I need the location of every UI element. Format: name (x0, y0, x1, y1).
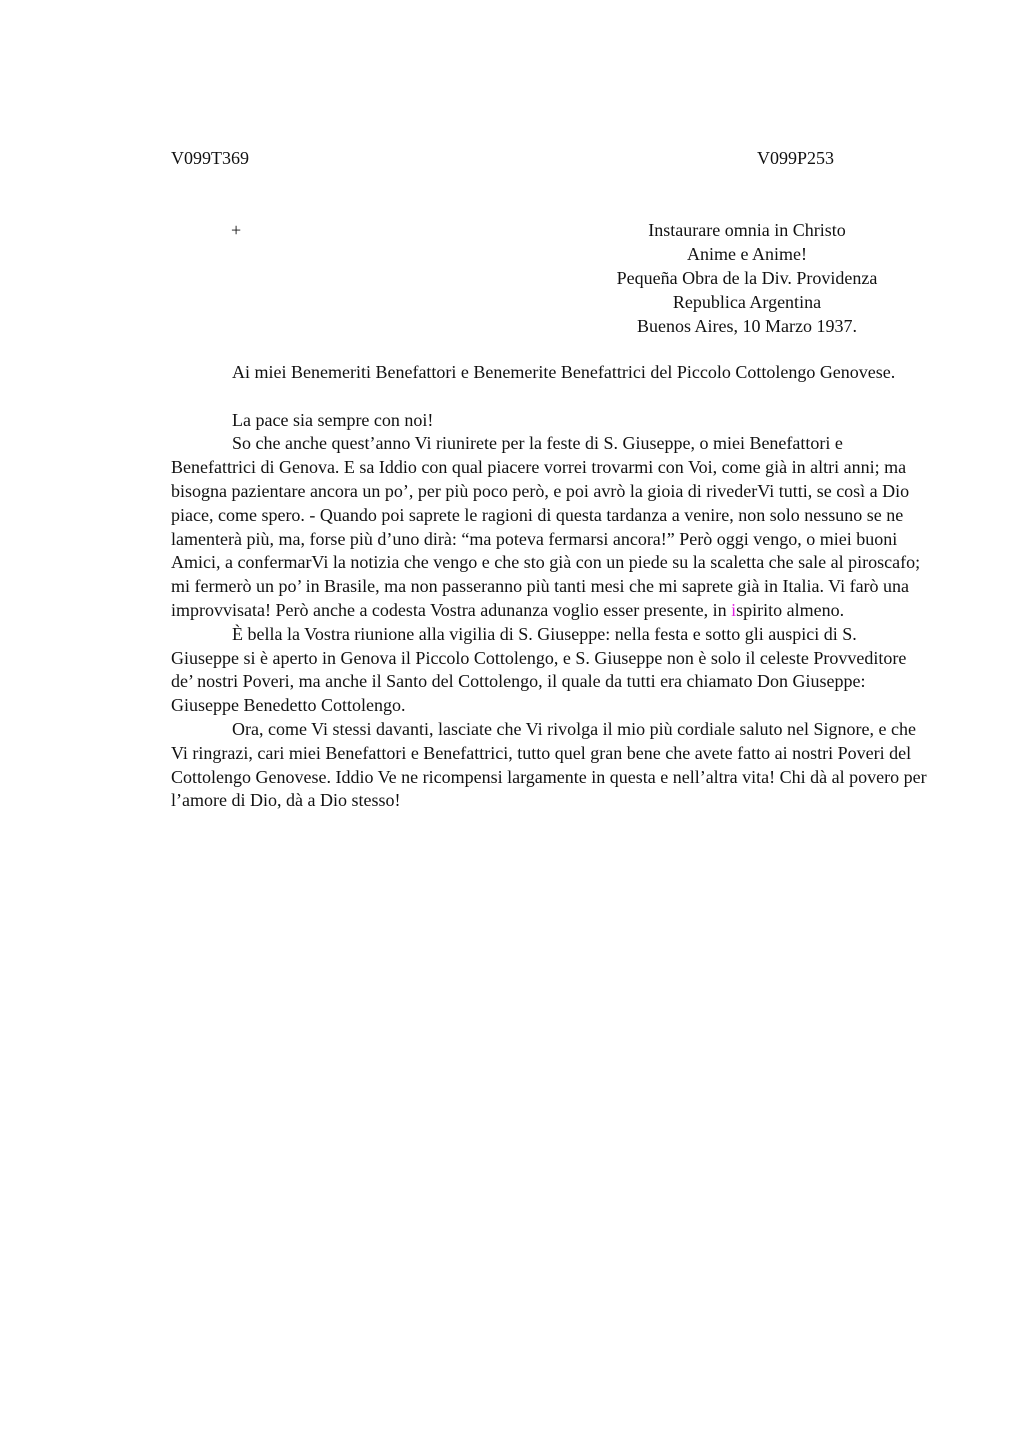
document-code-left: V099T369 (171, 148, 249, 168)
paragraph-1-text: So che anche quest’anno Vi riunirete per la feste di S. Giuseppe, o miei Benefattori e Benefattrici di Genova. E sa Iddio con qual piacere vorrei trovarmi con Voi, come già in altri anni; ma bisogna pazientare ancora un po’, per più poco però, e poi avrò la gioia di rivederVi tutti, se così a Dio piace, come spero. - Quando poi saprete le ragioni di questa tardanza a venire, non solo nessuno se ne lamenterà più, ma, forse più d’uno dirà: “ma poteva fermarsi ancora!” Però oggi vengo, o miei buoni Amici, a confermarVi la notizia che vengo e che sto già con un piede su la scaletta che sale al piroscafo; mi fermerò un po’ in Brasile, ma non passeranno più tanti mesi che mi saprete già in Italia. Vi farò una improvvisata! Però anche a codesta Vostra adunanza voglio esser presente, in (171, 433, 921, 620)
paragraph-1-tail: spirito almeno. (736, 599, 845, 620)
letter-heading (588, 218, 906, 338)
letter-greeting: La pace sia sempre con noi! (232, 409, 434, 430)
letter-paragraph-3: Ora, come Vi stessi davanti, lasciate che Vi rivolga il mio più cordiale saluto nel Signore, e che Vi ringrazi, cari miei Benefattori e Benefattrici, tutto quel gran bene che avete fatto ai nostri Poveri del Cottolengo Genovese. Iddio Ve ne ricompensi largamente in questa e nell’altra vita! Chi dà al povero per l’amore di Dio, dà a Dio stesso! (171, 718, 927, 811)
heading-organization: Pequeña Obra de la Div. Providenza (616, 268, 878, 288)
heading-slogan: Anime e Anime! (687, 244, 807, 264)
cross-symbol: + (231, 220, 242, 240)
letter-paragraph-2: È bella la Vostra riunione alla vigilia di S. Giuseppe: nella festa e sotto gli auspici di S. Giuseppe si è aperto in Genova il Piccolo Cottolengo, e S. Giuseppe non è solo il celeste Provveditore de’ nostri Poveri, ma anche il Santo del Cottolengo, il quale da tutti era chiamato Don Giuseppe: Giuseppe Benedetto Cottolengo. (171, 623, 907, 716)
letter-address: Ai miei Benemeriti Benefattori e Benemerite Benefattrici del Piccolo Cottolengo Genovese. (232, 362, 896, 382)
letter-paragraph-1 (171, 432, 928, 622)
letter-body (171, 361, 928, 813)
document-code-right: V099P253 (757, 148, 835, 168)
heading-place-date: Buenos Aires, 10 Marzo 1937. (637, 316, 857, 336)
highlighted-letter: i (731, 599, 737, 620)
heading-country: Republica Argentina (672, 292, 822, 312)
heading-motto: Instaurare omnia in Christo (648, 220, 846, 240)
